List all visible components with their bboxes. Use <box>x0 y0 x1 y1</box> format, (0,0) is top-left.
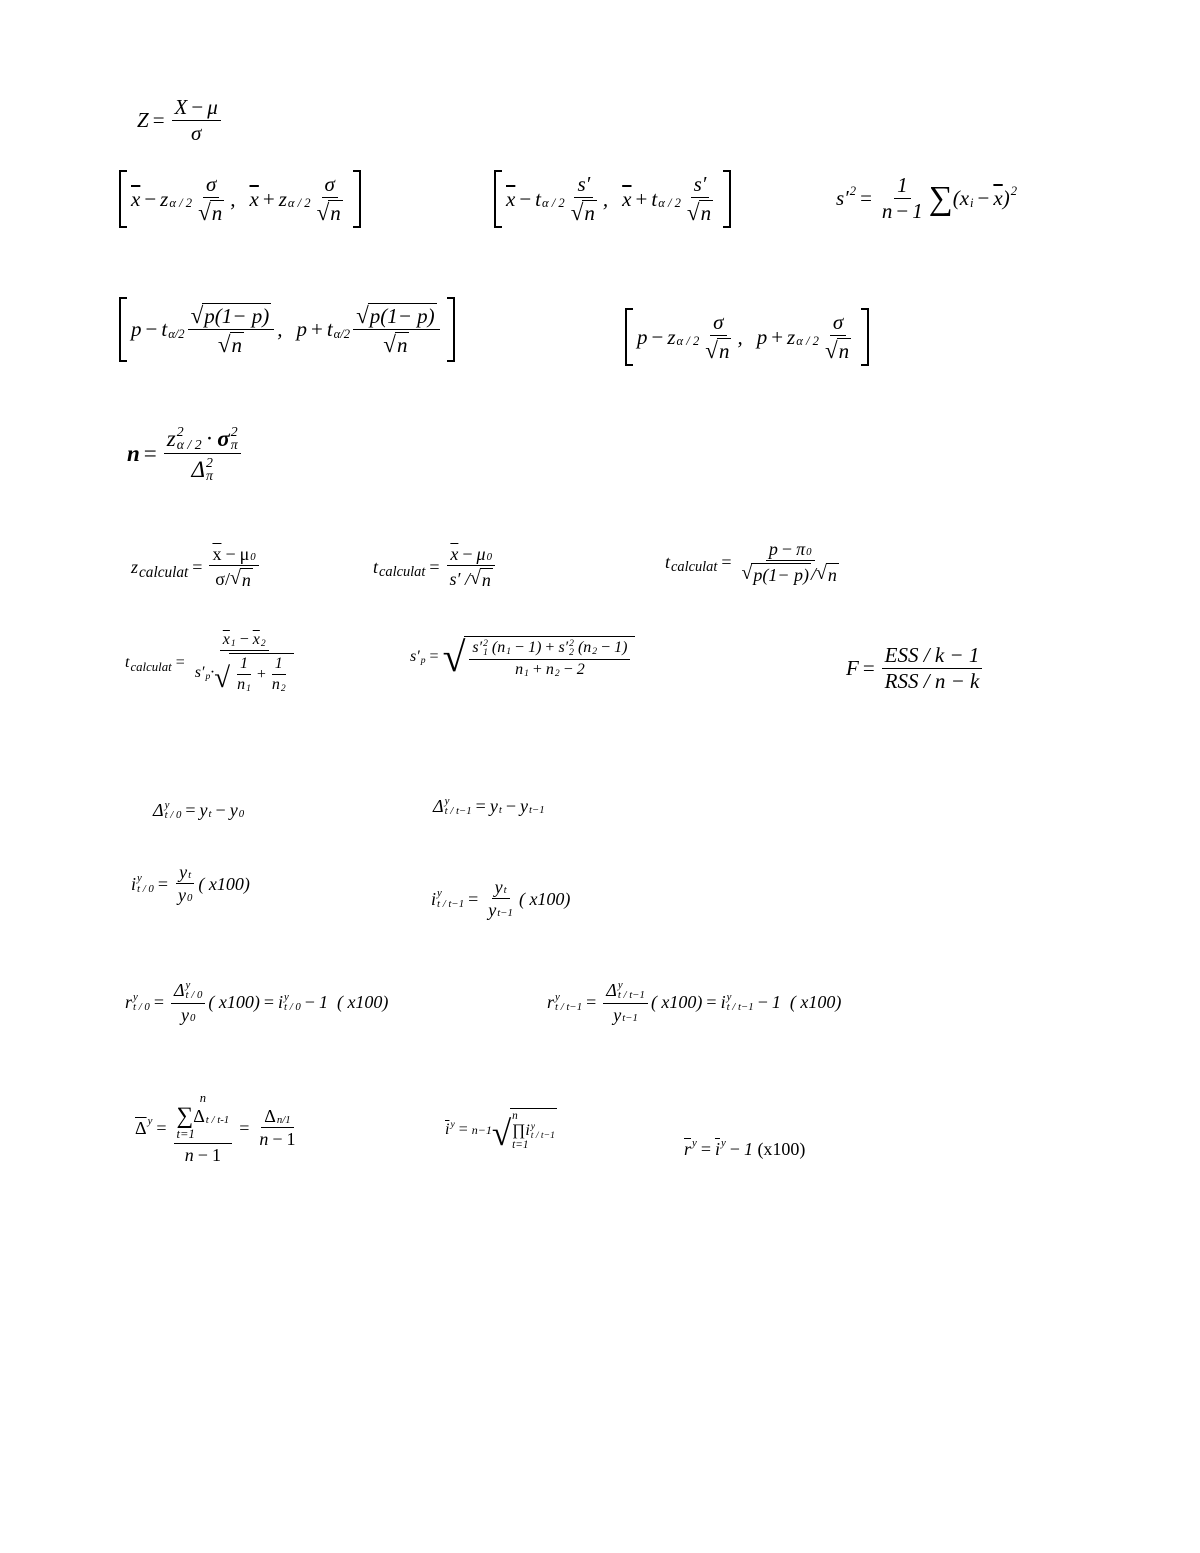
formula-f-statistic: F = $\frac{\text{ESS / k − 1}}{\text{RSS / n − k}}$ <box>846 645 985 692</box>
formula-index-base: i y t / 0 = y t y 0 ( x100) <box>131 862 250 905</box>
formula-sample-variance: s′ 2 = 1 n − 1 ∑ ( x i − $\overline{x}$ ) 2 <box>836 173 1018 223</box>
formula-abs-change-base: Δ y t / 0 = y t − y 0 <box>153 799 245 822</box>
formula-t-calculat-two-means: t calculat = $\overline{x}$ 1 − $\overline{x}$ 2 s′ p · √ 1 n 1 + 1 n 2 <box>125 632 300 693</box>
formula-t-calculat-mean: t calculat = $\overline{x}$ − μ 0 s′ / √ n <box>373 545 499 589</box>
formula-index-chain: i y t / t−1 = y t y t−1 ( x100) <box>431 877 571 920</box>
formula-mean-abs-change: $\overline{\Delta}$ y = n ∑ Δ t / t-1 t=1 n − 1 = Δ n/1 n − 1 <box>135 1091 296 1165</box>
formula-ci-proportion-t: p − t α/2 √ p(1− p) √ n , p + t α/2 √ p(1− p) √ n <box>119 297 455 362</box>
formula-rate-chain: r y t / t−1 = Δ y t / t−1 y t−1 ( x100) = i y t / t−1 − 1 ( x100) <box>547 979 842 1025</box>
formula-mean-rate: $\overline{r}$ y = $\overline{i}$ y − 1 (x100) <box>684 1136 806 1159</box>
formula-ci-mean-known-sigma: $\overline{x}$ − z α / 2 σ √ n , $\overline{x}$ + z α / 2 σ √ n <box>119 170 361 228</box>
formula-ci-proportion-z: p − z α / 2 σ √ n , p + z α / 2 σ √ n <box>625 308 869 366</box>
formula-t-calculat-proportion: t calculat = p − π 0 √ p(1− p) / √ n <box>665 539 837 585</box>
formula-sample-size: n = z 2 α / 2 · σ 2 π Δ 2 π <box>127 425 244 482</box>
formula-z-calculat: z calculat = $\overline{x}$ − μ 0 σ/ √ n <box>131 545 262 589</box>
formula-z-score: Z = X − μ σ <box>137 97 224 144</box>
formula-abs-change-chain: Δ y t / t−1 = y t − y t−1 <box>433 795 545 818</box>
formula-ci-mean-unknown-sigma: $\overline{x}$ − t α / 2 s′ √ n , $\overline{x}$ + t α / 2 s′ √ n <box>494 170 731 228</box>
formula-pooled-sd: s′ p = √ s′ 2 1 (n 1 − 1) + s′ 2 2 (n 2 − 1) n 1 + n 2 − 2 <box>410 636 635 678</box>
formula-mean-index: $\overline{i}$ y = n−1 √ n ∏ i y t / t−1 t=1 <box>445 1110 555 1154</box>
formula-rate-base: r y t / 0 = Δ y t / 0 y 0 ( x100) = i y t / 0 − 1 ( x100) <box>125 979 389 1025</box>
